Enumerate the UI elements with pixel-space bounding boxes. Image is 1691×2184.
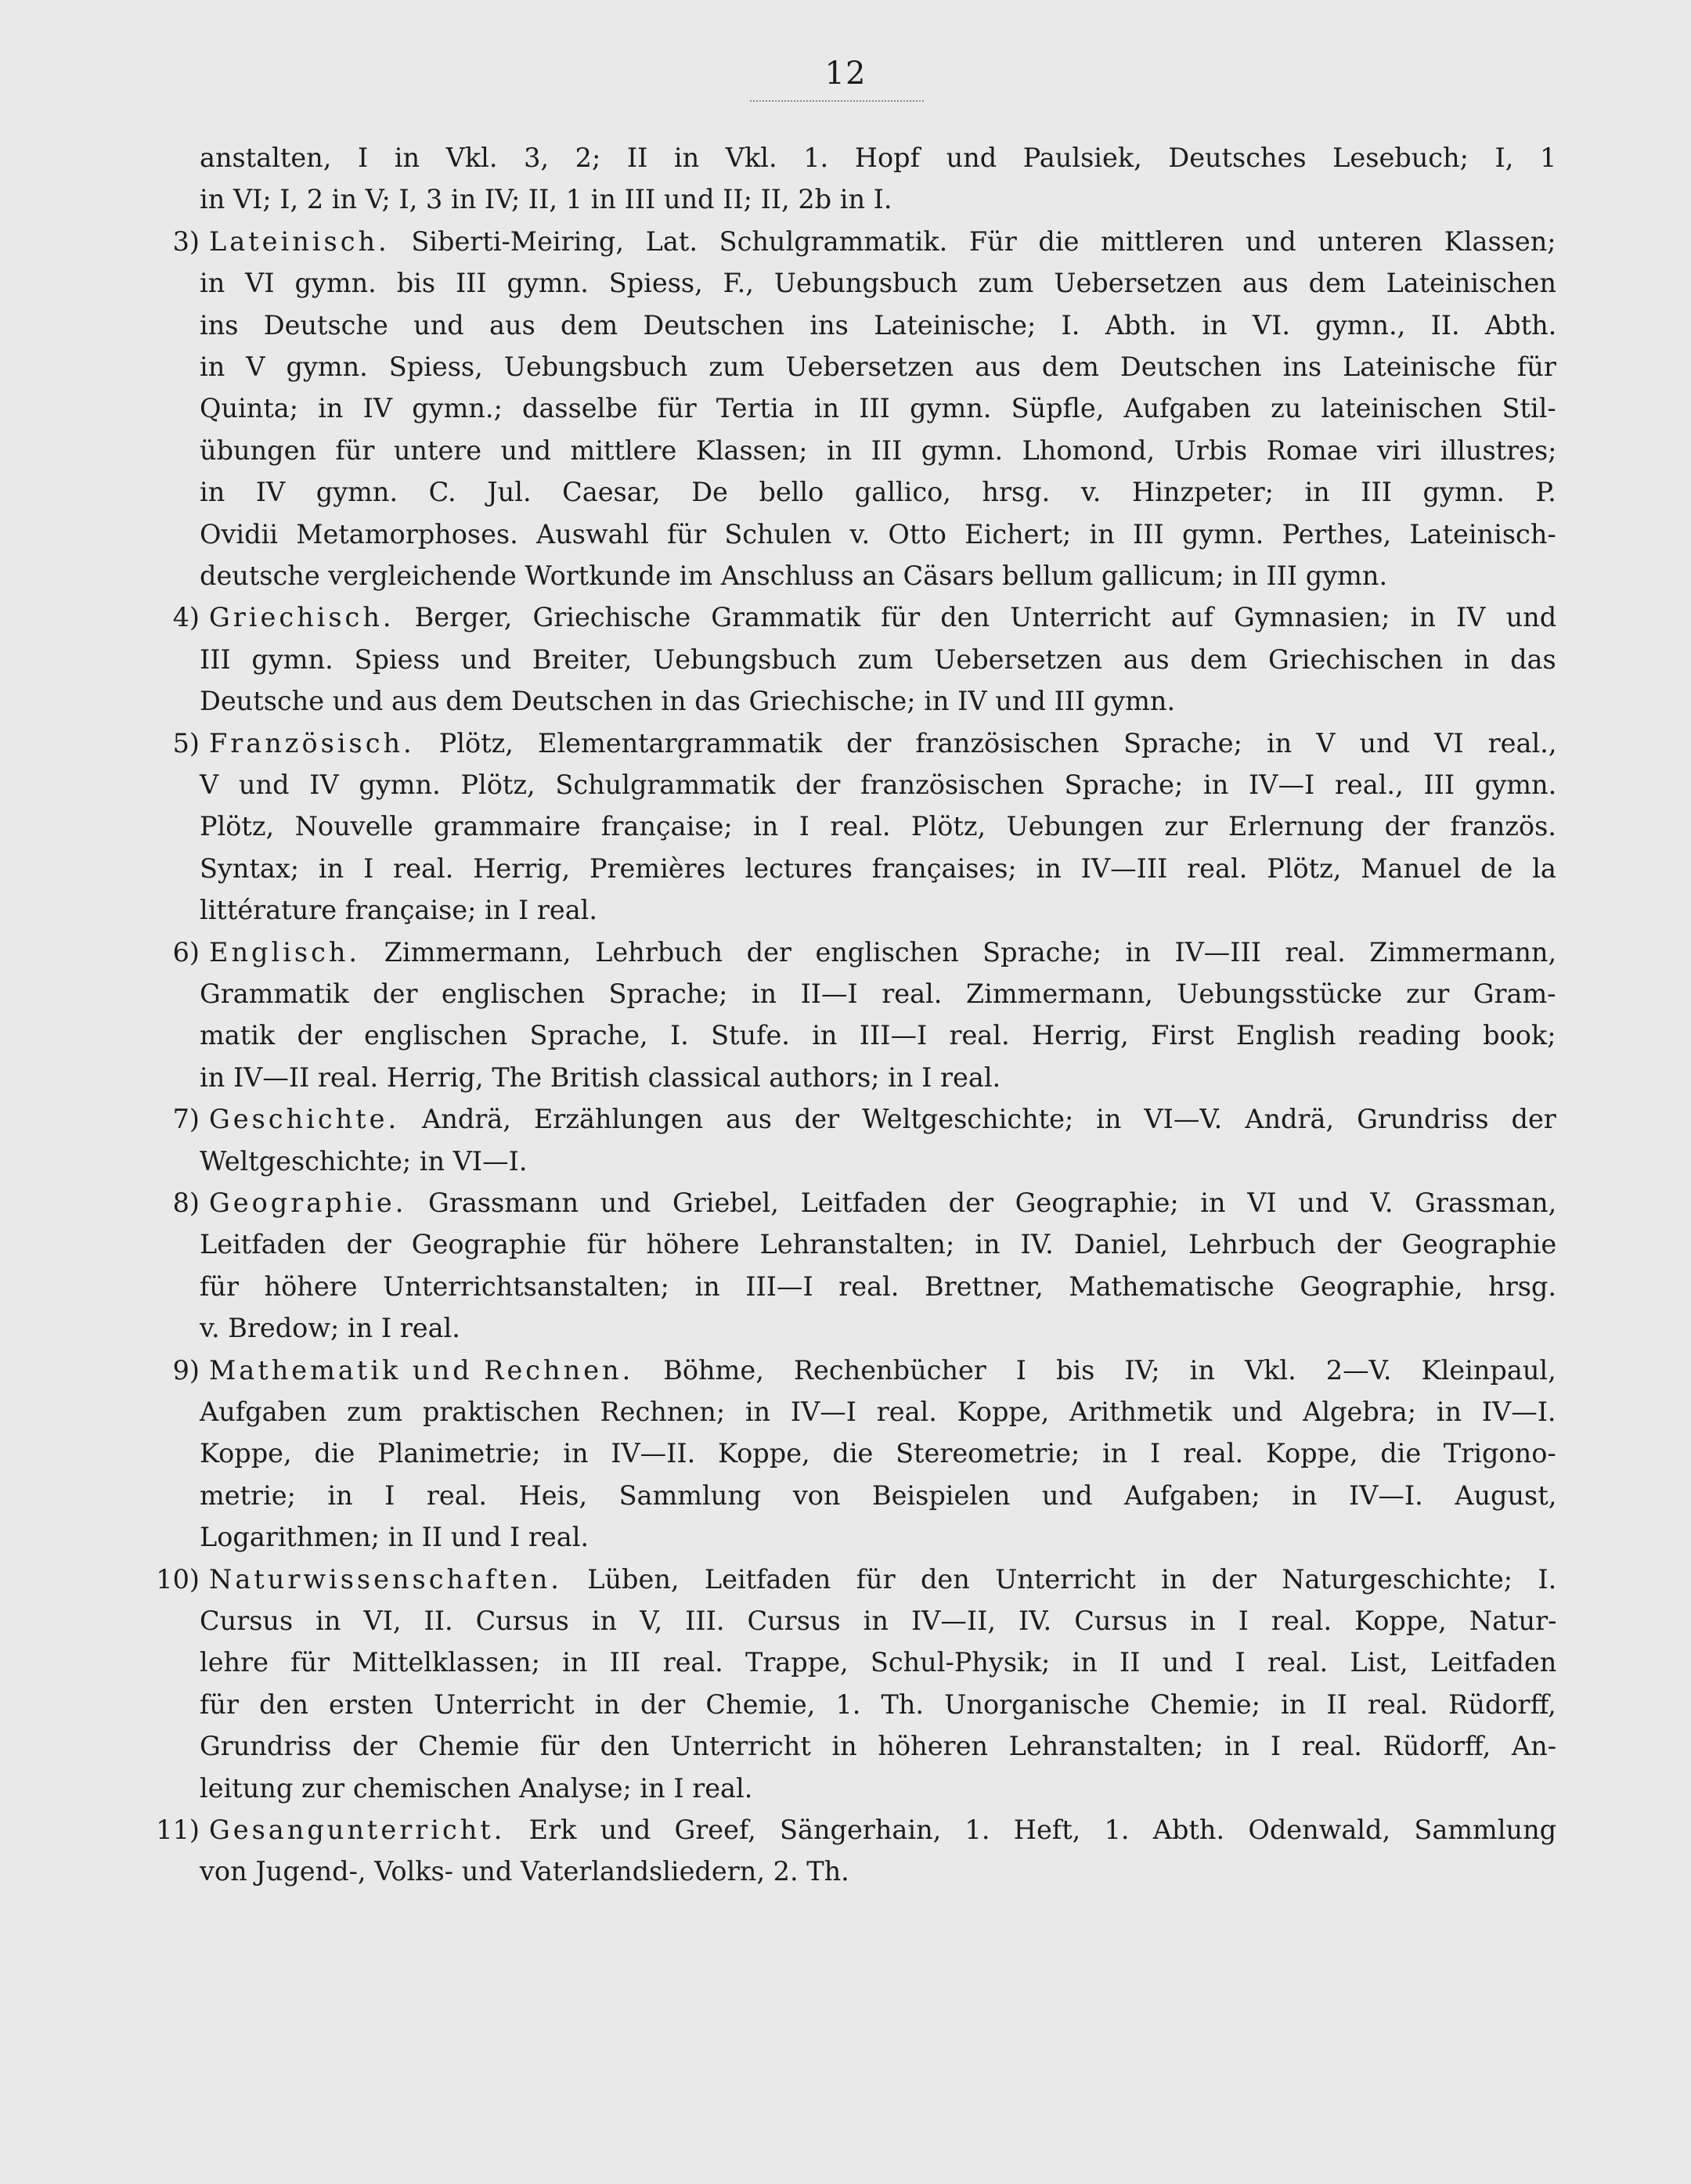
text-line bbox=[200, 387, 1556, 429]
entry-text: Berger, Griechische Grammatik für den Unterricht auf Gymnasien; in IV und bbox=[394, 602, 1557, 633]
line-text: littérature française; in I real. bbox=[200, 895, 598, 926]
entry-text: Zimmermann, Lehrbuch der englischen Sprache; in IV—III real. Zimmermann, bbox=[360, 936, 1557, 968]
text-line bbox=[200, 1141, 528, 1182]
numbered-entry-line bbox=[86, 221, 1556, 262]
line-text: für höhere Unterrichtsanstalten; in III—I real. Brettner, Mathematische Geographie, hrsg. bbox=[200, 1270, 1557, 1302]
line-text: von Jugend-, Volks- und Vaterlandsliedern, 2. Th. bbox=[200, 1856, 849, 1887]
subject-heading: Mathematik und Rechnen. bbox=[209, 1354, 634, 1386]
entry-text: Lüben, Leitfaden für den Unterricht in der Naturgeschichte; I. bbox=[561, 1563, 1557, 1595]
entry-text: Erk und Greef, Sängerhain, 1. Heft, 1. Abth. Odenwald, Sammlung bbox=[505, 1815, 1557, 1845]
text-line bbox=[200, 1768, 752, 1809]
text-line bbox=[200, 764, 1556, 805]
text-line bbox=[200, 1684, 1556, 1725]
line-text: für den ersten Unterricht in der Chemie, 1. Th. Unorganische Chemie; in II real. Rüdorff, bbox=[200, 1688, 1556, 1720]
line-text: in VI; I, 2 in V; I, 3 in IV; II, 1 in III und II; II, 2b in I. bbox=[200, 184, 892, 215]
entry-number: 4) bbox=[172, 602, 200, 633]
line-text: III gymn. Spiess und Breiter, Uebungsbuch zum Uebersetzen aus dem Griechischen in das bbox=[200, 643, 1556, 675]
line-text: in VI gymn. bis III gymn. Spiess, F., Uebungsbuch zum Uebersetzen aus dem Lateinischen bbox=[200, 268, 1556, 299]
text-line bbox=[200, 1015, 1556, 1056]
numbered-entry-line bbox=[86, 1809, 1556, 1851]
subject-heading: Geschichte. bbox=[209, 1104, 400, 1135]
line-text: Logarithmen; in II und I real. bbox=[200, 1522, 590, 1553]
numbered-entry-line bbox=[86, 596, 1556, 638]
text-line bbox=[200, 1642, 1556, 1683]
subject-heading: Gesangunterricht. bbox=[209, 1815, 506, 1845]
entry-number: 8) bbox=[172, 1188, 200, 1218]
line-text: V und IV gymn. Plötz, Schulgrammatik der französischen Sprache; in IV—I real., III gymn. bbox=[200, 769, 1557, 800]
line-text: Aufgaben zum praktischen Rechnen; in IV—I real. Koppe, Arithmetik und Algebra; in IV—I. bbox=[200, 1397, 1556, 1427]
text-line bbox=[200, 346, 1556, 387]
text-line bbox=[200, 1224, 1556, 1265]
entry-text: Böhme, Rechenbücher I bis IV; in Vkl. 2—V. Kleinpaul, bbox=[633, 1354, 1556, 1386]
line-text: matik der englischen Sprache, I. Stufe. in III—I real. Herrig, First English reading book; bbox=[200, 1020, 1556, 1051]
line-text: Ovidii Metamorphoses. Auswahl für Schulen v. Otto Eichert; in III gymn. Perthes, Lateinisch- bbox=[200, 518, 1556, 550]
line-text: leitung zur chemischen Analyse; in I real. bbox=[200, 1772, 753, 1804]
text-line bbox=[200, 1516, 589, 1558]
line-text: v. Bredow; in I real. bbox=[200, 1313, 460, 1344]
text-line bbox=[200, 178, 892, 220]
line-text: deutsche vergleichende Wortkunde im Anschluss an Cäsars bellum gallicum; in III gymn. bbox=[200, 560, 1388, 591]
line-text: Leitfaden der Geographie für höhere Lehranstalten; in IV. Daniel, Lehrbuch der Geographie bbox=[200, 1229, 1557, 1260]
line-text: in V gymn. Spiess, Uebungsbuch zum Uebersetzen aus dem Deutschen ins Lateinische für bbox=[200, 351, 1556, 382]
line-text: Grundriss der Chemie für den Unterricht in höheren Lehranstalten; in I real. Rüdorff, An- bbox=[200, 1731, 1557, 1762]
text-line bbox=[200, 805, 1556, 847]
line-text: Quinta; in IV gymn.; dasselbe für Tertia in III gymn. Süpfle, Aufgaben zu lateinischen Stil- bbox=[200, 393, 1556, 424]
text-line bbox=[200, 1307, 460, 1349]
page-number: 12 bbox=[824, 56, 867, 92]
entry-number: 9) bbox=[172, 1354, 200, 1386]
entry-text: Plötz, Elementargrammatik der französischen Sprache; in V und VI real., bbox=[414, 727, 1557, 759]
entry-number: 11) bbox=[156, 1815, 200, 1845]
entry-number: 10) bbox=[156, 1563, 200, 1595]
entry-text: Siberti-Meiring, Lat. Schulgrammatik. Für die mittleren und unteren Klassen; bbox=[389, 225, 1556, 257]
text-line bbox=[200, 555, 1387, 596]
text-line bbox=[200, 639, 1556, 680]
line-text: Deutsche und aus dem Deutschen in das Griechische; in IV und III gymn. bbox=[200, 686, 1176, 717]
text-line bbox=[200, 514, 1556, 555]
subject-heading: Englisch. bbox=[209, 936, 361, 968]
line-text: metrie; in I real. Heis, Sammlung von Beispielen und Aufgaben; in IV—I. August, bbox=[200, 1479, 1557, 1511]
text-line bbox=[200, 1433, 1556, 1474]
page-number-ornament bbox=[750, 94, 924, 102]
line-text: lehre für Mittelklassen; in III real. Trappe, Schul-Physik; in II und I real. List, Leitfaden bbox=[200, 1647, 1557, 1678]
line-text: Syntax; in I real. Herrig, Premières lectures françaises; in IV—III real. Plötz, Manuel de la bbox=[200, 852, 1556, 884]
numbered-entry-line bbox=[86, 723, 1556, 764]
subject-heading: Naturwissenschaften. bbox=[209, 1563, 562, 1595]
text-line bbox=[200, 1600, 1556, 1642]
entry-text: Grassmann und Griebel, Leitfaden der Geographie; in VI und V. Grassman, bbox=[406, 1188, 1557, 1218]
subject-heading: Französisch. bbox=[209, 727, 415, 759]
text-line bbox=[200, 430, 1556, 471]
text-line bbox=[200, 1266, 1556, 1307]
text-line bbox=[200, 1851, 849, 1892]
text-line bbox=[200, 262, 1556, 304]
line-text: Plötz, Nouvelle grammaire française; in I real. Plötz, Uebungen zur Erlernung der französ. bbox=[200, 811, 1556, 842]
text-line bbox=[200, 305, 1556, 346]
line-text: übungen für untere und mittlere Klassen; in III gymn. Lhomond, Urbis Romae viri illustres; bbox=[200, 434, 1557, 466]
text-line bbox=[200, 1057, 1001, 1098]
line-text: Grammatik der englischen Sprache; in II—I real. Zimmermann, Uebungsstücke zur Gram- bbox=[200, 978, 1556, 1009]
text-line bbox=[200, 1725, 1556, 1767]
text-line bbox=[200, 1391, 1556, 1433]
numbered-entry-line bbox=[86, 932, 1556, 973]
line-text: anstalten, I in Vkl. 3, 2; II in Vkl. 1. Hopf und Paulsiek, Deutsches Lesebuch; I, 1 bbox=[200, 142, 1557, 173]
entry-number: 7) bbox=[172, 1104, 200, 1135]
text-line bbox=[200, 471, 1556, 513]
text-line bbox=[200, 137, 1556, 178]
text-line bbox=[200, 848, 1556, 889]
numbered-entry-line bbox=[86, 1559, 1556, 1600]
line-text: Weltgeschichte; in VI—I. bbox=[200, 1145, 528, 1177]
line-text: Cursus in VI, II. Cursus in V, III. Cursus in IV—II, IV. Cursus in I real. Koppe, Natur- bbox=[200, 1606, 1557, 1636]
numbered-entry-line bbox=[86, 1350, 1556, 1391]
numbered-entry-line bbox=[86, 1098, 1556, 1140]
entry-text: Andrä, Erzählungen aus der Weltgeschichte; in VI—V. Andrä, Grundriss der bbox=[399, 1104, 1556, 1135]
line-text: in IV—II real. Herrig, The British classical authors; in I real. bbox=[200, 1061, 1001, 1093]
entry-number: 3) bbox=[172, 225, 200, 257]
text-line bbox=[200, 1475, 1556, 1516]
line-text: in IV gymn. C. Jul. Caesar, De bello gallico, hrsg. v. Hinzpeter; in III gymn. P. bbox=[200, 477, 1556, 508]
text-line bbox=[200, 973, 1556, 1015]
text-line bbox=[200, 680, 1175, 722]
numbered-entry-line bbox=[86, 1182, 1556, 1224]
subject-heading: Geographie. bbox=[209, 1188, 407, 1218]
line-text: Koppe, die Planimetrie; in IV—II. Koppe, die Stereometrie; in I real. Koppe, die Trigono- bbox=[200, 1438, 1556, 1469]
line-text: ins Deutsche und aus dem Deutschen ins Lateinische; I. Abth. in VI. gymn., II. Abth. bbox=[200, 309, 1557, 341]
subject-heading: Griechisch. bbox=[209, 602, 395, 633]
entry-number: 6) bbox=[172, 936, 200, 968]
entry-number: 5) bbox=[172, 727, 200, 759]
text-line bbox=[200, 889, 597, 931]
subject-heading: Lateinisch. bbox=[209, 225, 390, 257]
